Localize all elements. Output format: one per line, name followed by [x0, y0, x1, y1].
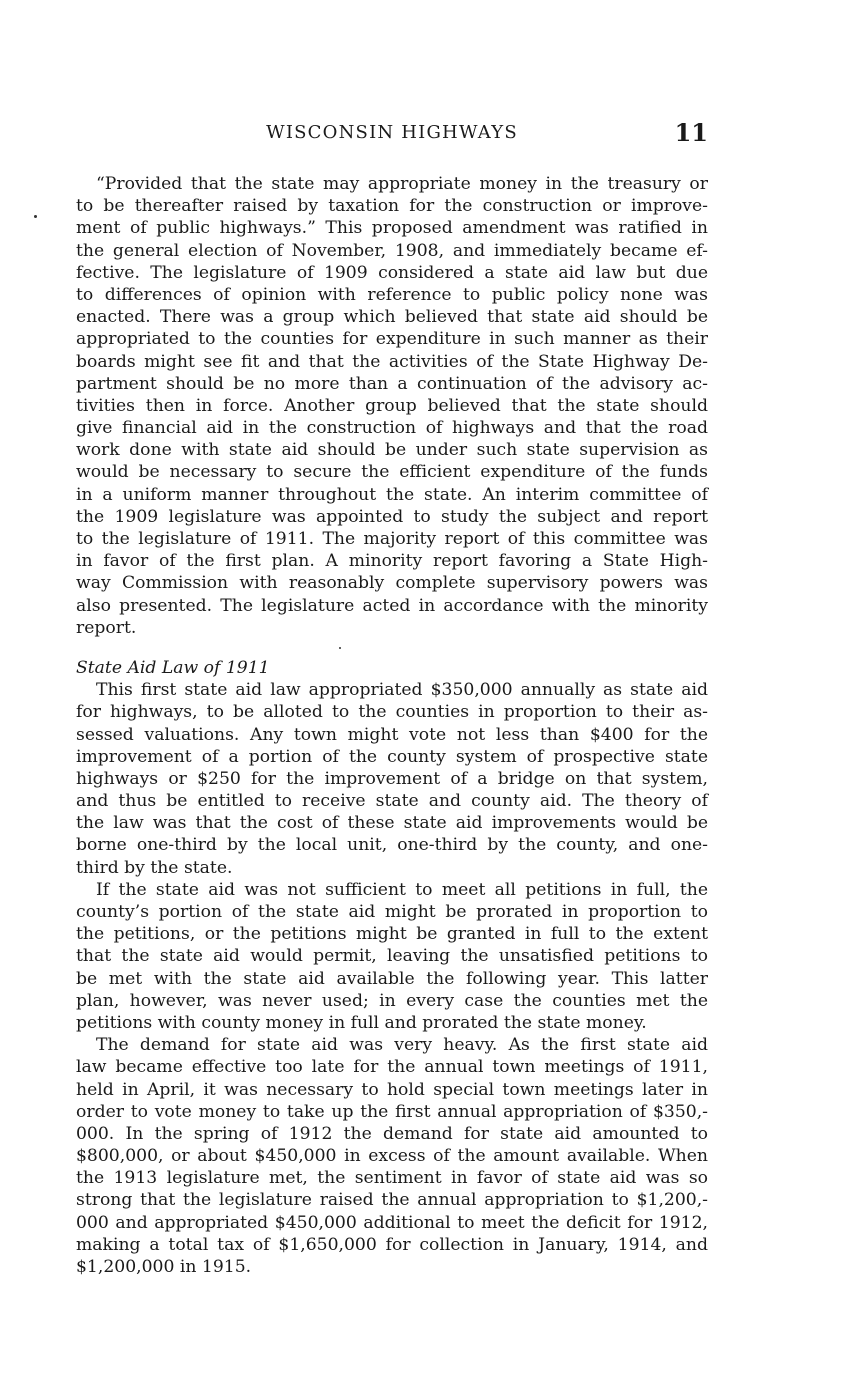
text-line: held in April, it was necessary to hold special town meetings later in: [76, 1079, 708, 1100]
text-line: the general election of November, 1908, and immediately became ef-: [76, 240, 708, 261]
text-line: law became effective too late for the annual town meetings of 1911,: [76, 1057, 708, 1078]
text-line: petitions with county money in full and prorated the state money.: [76, 1012, 647, 1033]
text-line: partment should be no more than a continuation of the advisory ac-: [76, 373, 708, 394]
text-line: “Provided that the state may appropriate money in the treasury or: [96, 174, 708, 194]
text-line: that the state aid would permit, leaving the unsatisfied petitions to: [76, 946, 708, 967]
text-line: boards might see fit and that the activities of the State Highway De-: [76, 351, 708, 372]
text-line: be met with the state aid available the following year. This latter: [76, 968, 708, 989]
text-line: sessed valuations. Any town might vote not less than $400 for the: [76, 724, 708, 745]
text-line: order to vote money to take up the first annual appropriation of $350,-: [76, 1101, 708, 1122]
text-line: 000. In the spring of 1912 the demand for state aid amounted to: [76, 1123, 708, 1144]
text-line: would be necessary to secure the efficient expenditure of the funds: [76, 462, 708, 483]
text-line: plan, however, was never used; in every case the counties met the: [76, 990, 708, 1011]
text-line: 000 and appropriated $450,000 additional to meet the deficit for 1912,: [76, 1212, 708, 1233]
text-line: the 1909 legislature was appointed to study the subject and report: [76, 506, 708, 527]
text-line: county’s portion of the state aid might be prorated in proportion to: [76, 902, 708, 922]
paragraph-amendment: [76, 173, 708, 639]
text-line: in favor of the first plan. A minority report favoring a State High-: [76, 551, 708, 572]
text-line: fective. The legislature of 1909 considered a state aid law but due: [76, 262, 708, 283]
text-line: highways or $250 for the improvement of a bridge on that system,: [76, 768, 708, 789]
text-line: work done with state aid should be under such state supervision as: [76, 440, 708, 461]
text-line: ment of public highways.” This proposed amendment was ratified in: [76, 218, 708, 239]
paragraph-demand: [76, 1034, 708, 1278]
text-line: give financial aid in the construction of highways and that the road: [76, 418, 708, 439]
text-line: to be thereafter raised by taxation for the construction or improve-: [76, 196, 708, 217]
scan-speck: [34, 215, 37, 218]
text-line: the law was that the cost of these state aid improvements would be: [76, 813, 708, 834]
text-line: This first state aid law appropriated $350,000 annually as state aid: [96, 680, 708, 701]
text-line: If the state aid was not sufficient to meet all petitions in full, the: [96, 879, 708, 900]
text-line: strong that the legislature raised the annual appropriation to $1,200,-: [76, 1190, 708, 1211]
text-line: and thus be entitled to receive state and county aid. The theory of: [76, 791, 708, 812]
text-line: making a total tax of $1,650,000 for collection in January, 1914, and: [76, 1234, 708, 1255]
text-line: borne one-third by the local unit, one-third by the county, and one-: [76, 835, 708, 856]
paragraph-gap: [76, 639, 708, 657]
paragraph-petitions: [76, 879, 708, 1034]
text-line: the 1913 legislature met, the sentiment in favor of state aid was so: [76, 1168, 708, 1189]
paragraph-state-aid-law: [76, 679, 708, 879]
page-number: 11: [674, 118, 708, 147]
text-line: to differences of opinion with reference to public policy none was: [76, 284, 708, 305]
text-line: third by the state.: [76, 857, 233, 878]
text-line: $800,000, or about $450,000 in excess of the amount available. When: [76, 1146, 708, 1167]
text-line: in a uniform manner throughout the state. An interim committee of: [76, 484, 708, 505]
text-line: The demand for state aid was very heavy. As the first state aid: [96, 1035, 708, 1056]
text-line: to the legislature of 1911. The majority report of this committee was: [76, 529, 708, 549]
running-title: WISCONSIN HIGHWAYS: [266, 122, 518, 143]
text-line: tivities then in force. Another group believed that the state should: [76, 395, 708, 416]
text-line: appropriated to the counties for expenditure in such manner as their: [76, 329, 708, 350]
text-line: $1,200,000 in 1915.: [76, 1257, 252, 1277]
text-line: the petitions, or the petitions might be granted in full to the extent: [76, 924, 708, 945]
text-line: enacted. There was a group which believed that state aid should be: [76, 307, 708, 328]
text-line: way Commission with reasonably complete supervisory powers was: [76, 573, 708, 594]
text-line: for highways, to be alloted to the counties in proportion to their as-: [76, 702, 708, 723]
text-line: report.: [76, 617, 137, 638]
text-line: also presented. The legislature acted in accordance with the minority: [76, 595, 708, 616]
section-heading: State Aid Law of 1911: [76, 657, 270, 678]
body-text: [76, 173, 708, 1278]
running-head: [76, 120, 708, 150]
text-line: improvement of a portion of the county system of prospective state: [76, 746, 708, 767]
